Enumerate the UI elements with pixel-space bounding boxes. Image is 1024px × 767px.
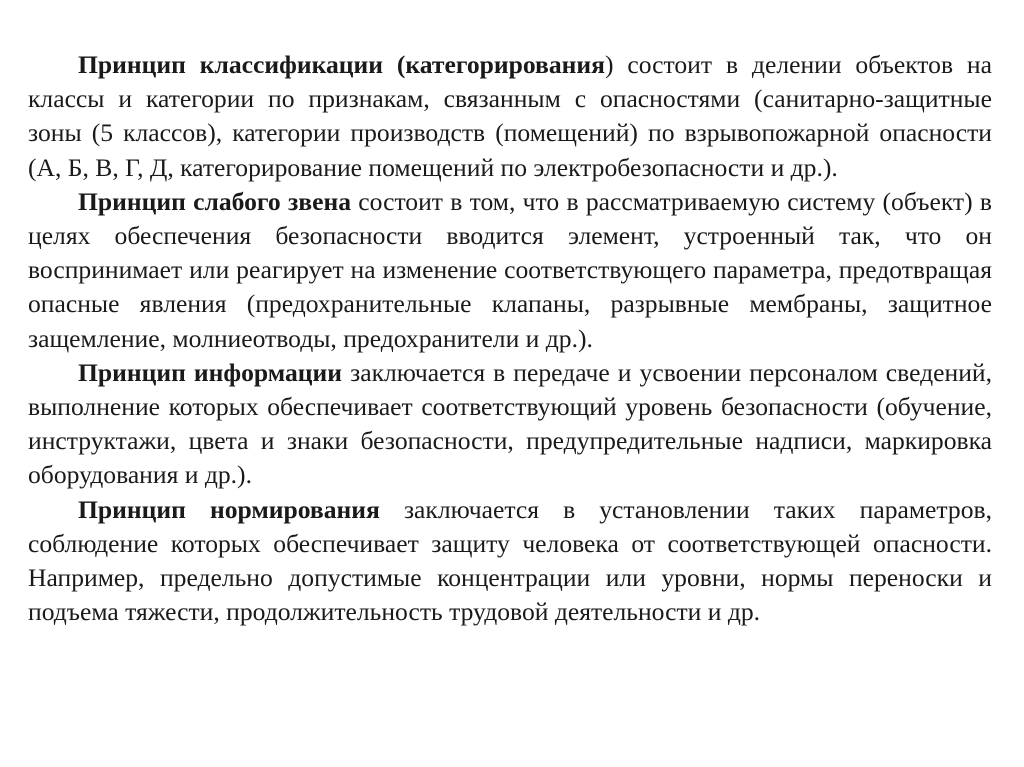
term-weak-link-principle: Принцип слабого звена (78, 186, 352, 216)
paragraph-text: заключается в установлении таких параметров, соблюдение которых обеспечивает защиту человека от соответствующей опасности. Например, предельно допустимые концентрации или уровни, нормы переноски и подъема тяжести, продолжительность трудовой деятельности и др. (28, 494, 992, 627)
paragraph-classification-principle (28, 48, 992, 185)
term-normalization-principle: Принцип нормирования (78, 494, 380, 524)
term-information-principle: Принцип информации (78, 357, 343, 387)
paragraph-text: ) состоит в делении объектов на классы и категории по признакам, связанным с опасностями (санитарно-защитные зоны (5 классов), категории производств (помещений) по взрывопожарной опасности (А, Б, В, Г, Д, категорирование помещений по электробезопасности и др.). (28, 50, 992, 182)
paragraph-text: заключается в передаче и усвоении персоналом сведений, выполнение которых обеспечивает соответствующий уровень безопасности (обучение, инструктажи, цвета и знаки безопасности, предупредительные надписи, маркировка оборудования и др.). (28, 357, 992, 490)
paragraph-weak-link-principle (28, 185, 992, 356)
document-body (28, 48, 992, 629)
paragraph-text: состоит в том, что в рассматриваемую систему (объект) в целях обеспечения безопасности вводится элемент, устроенный так, что он воспринимает или реагирует на изменение соответствующего параметра, предотвращая опасные явления (предохранительные клапаны, разрывные мембраны, защитное защемление, молниеотводы, предохранители и др.). (28, 186, 993, 353)
paragraph-normalization-principle (28, 493, 992, 630)
paragraph-information-principle (28, 356, 992, 493)
term-classification-principle: Принцип классификации (категорирования (78, 50, 605, 79)
